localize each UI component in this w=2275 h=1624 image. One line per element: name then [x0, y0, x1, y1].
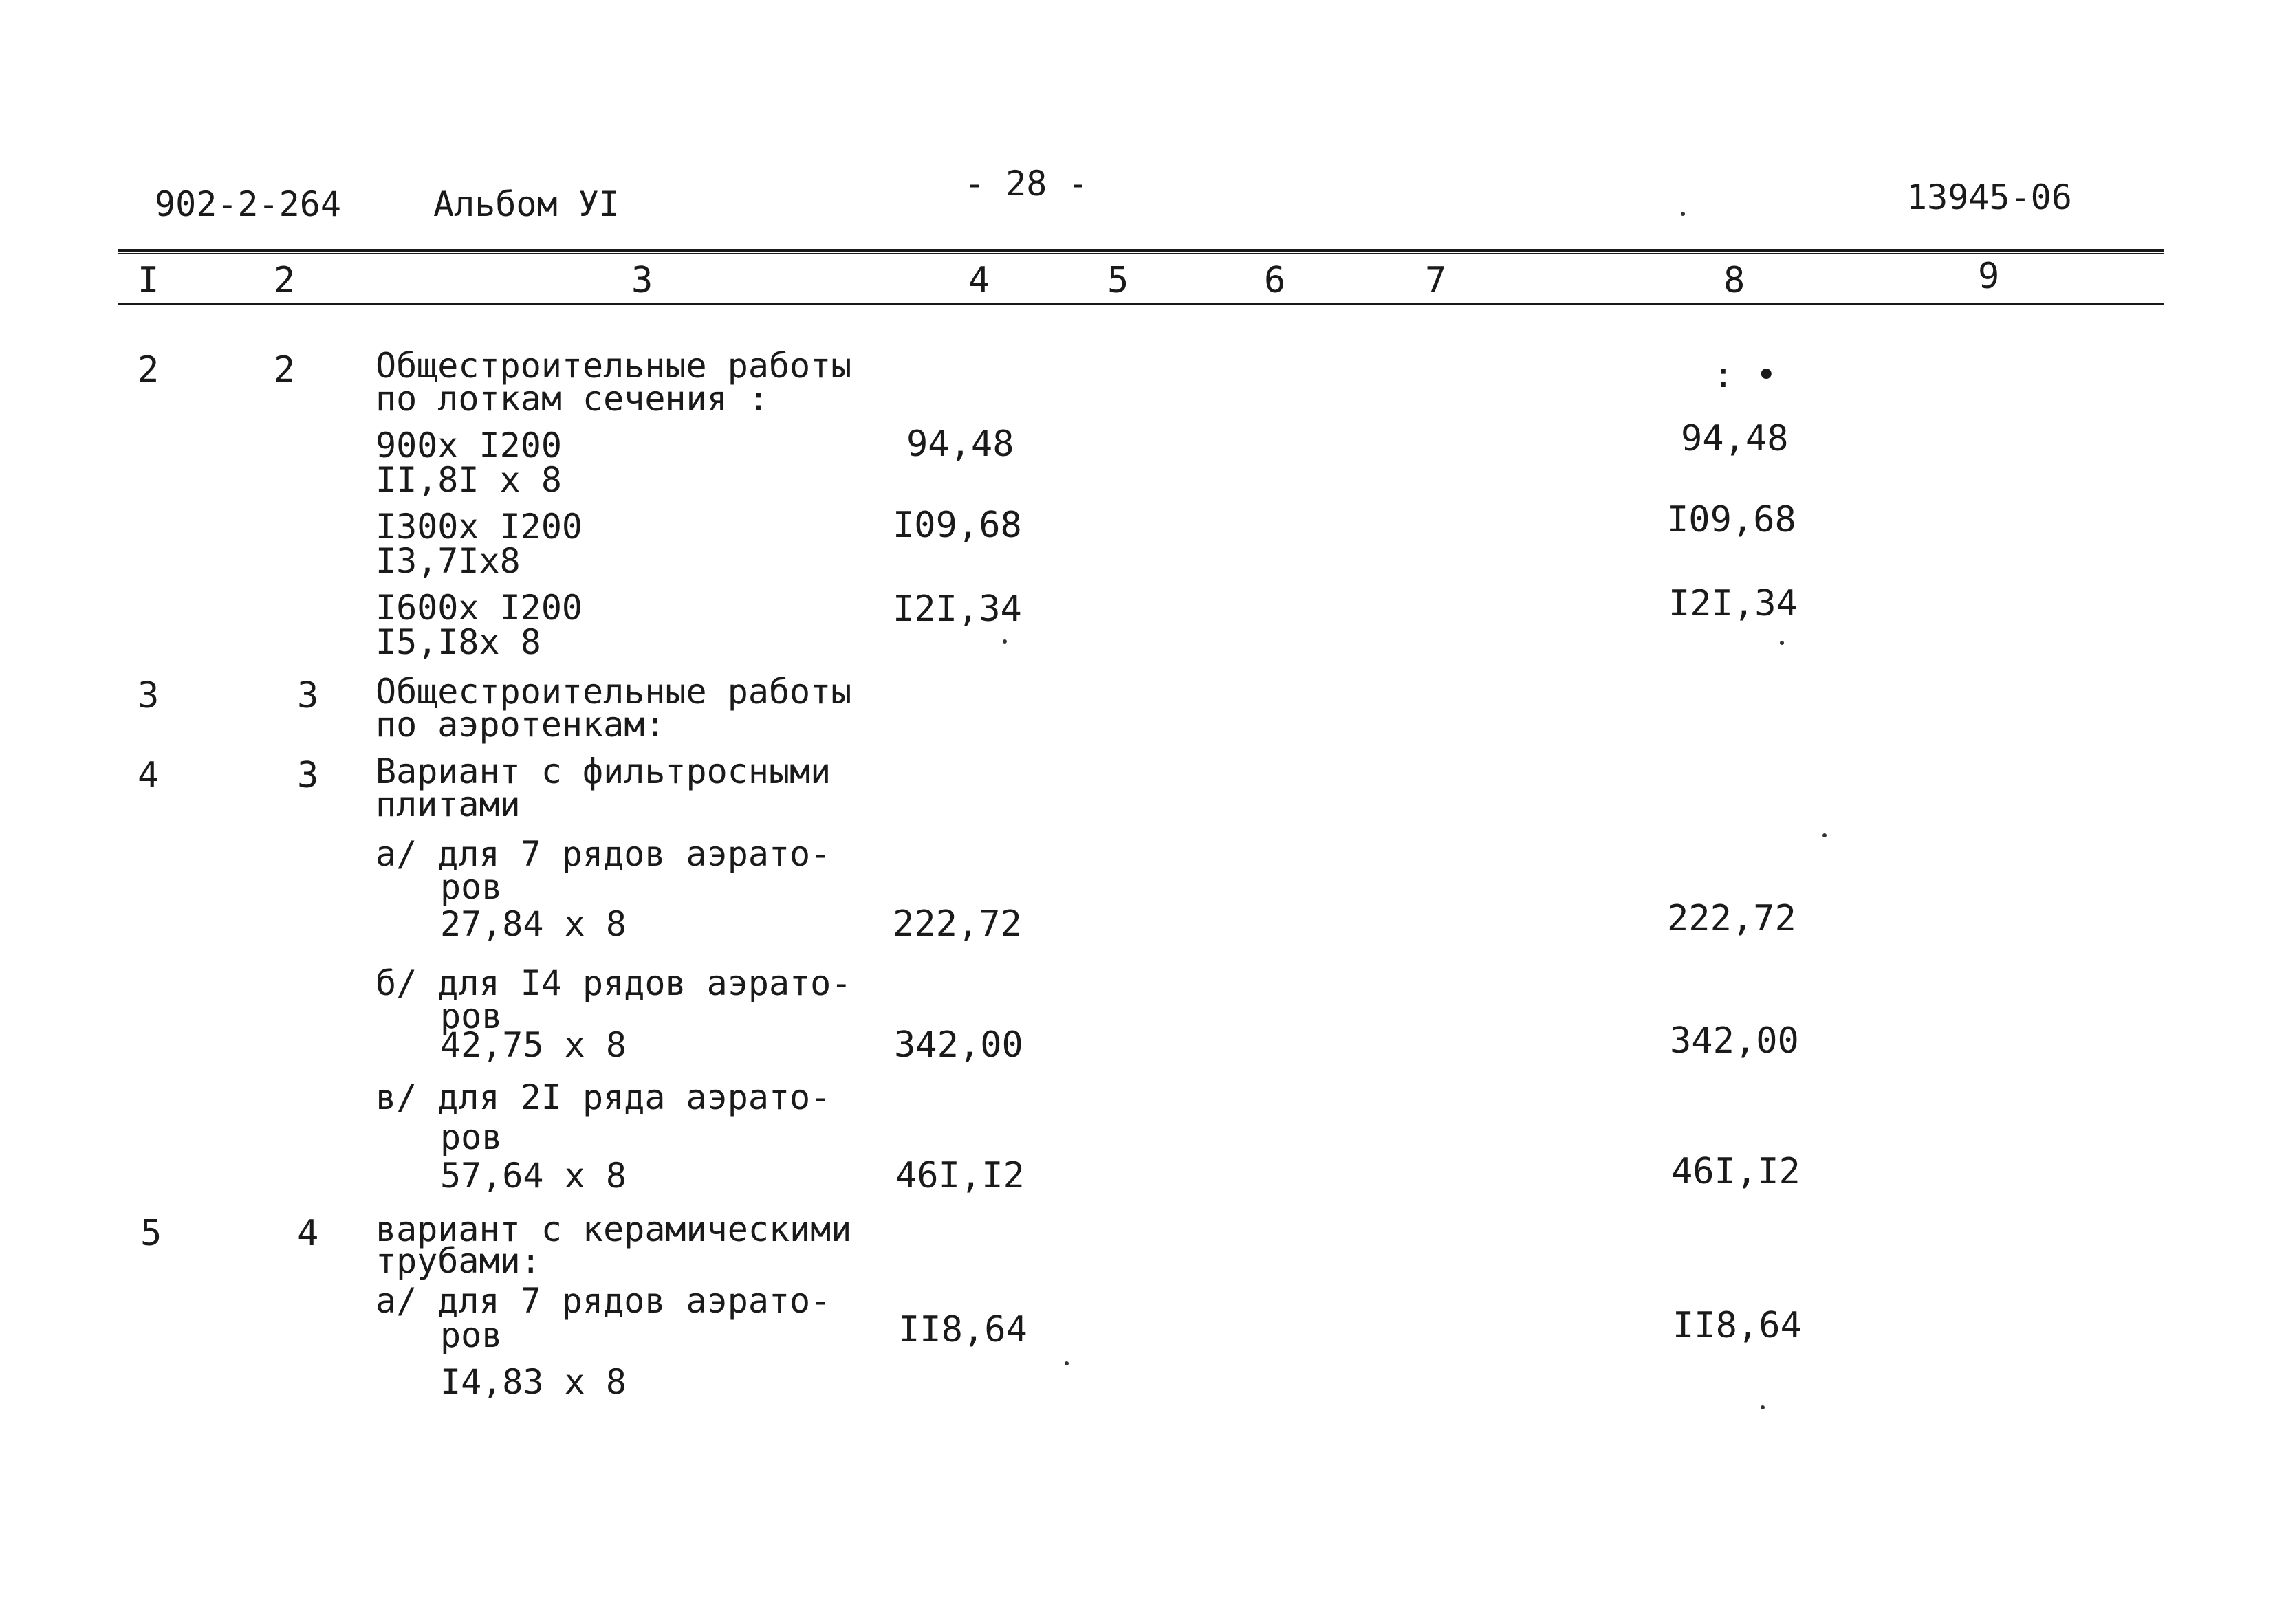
column-header-1: I	[138, 260, 160, 301]
item-line-1: а/ для 7 рядов аэрато-	[375, 834, 831, 874]
item-line-2: I5,I8x 8	[375, 622, 541, 662]
value-col-8: 46I,I2	[1671, 1151, 1800, 1192]
row-position: 2	[274, 349, 296, 391]
item-line-1: I300x I200	[375, 507, 583, 547]
item-line-2: I3,7Ix8	[375, 541, 521, 581]
item-line-2: ров	[440, 1117, 503, 1157]
table-top-rule	[118, 249, 2164, 252]
section-title-line-1: Общестроительные работы	[375, 672, 852, 712]
row-number: 5	[140, 1213, 162, 1254]
item-line-1: б/ для I4 рядов аэрато-	[375, 963, 852, 1003]
column-header-5: 5	[1107, 260, 1129, 301]
item-line-2: ров	[440, 996, 503, 1036]
item-line-3: 42,75 x 8	[440, 1025, 627, 1065]
value-col-4: 342,00	[894, 1024, 1023, 1066]
scan-speck	[1780, 641, 1784, 645]
item-line-2: II,8I x 8	[375, 460, 562, 500]
column-header-3: 3	[631, 260, 653, 301]
scan-speck	[1822, 833, 1827, 837]
section-title-line-1: вариант с керамическими	[375, 1209, 852, 1249]
value-col-4: I2I,34	[893, 589, 1022, 630]
item-line-3: 57,64 x 8	[440, 1156, 627, 1196]
item-line-1: I600x I200	[375, 588, 583, 628]
column-header-4: 4	[968, 260, 990, 301]
scan-speck	[1065, 1361, 1069, 1365]
value-col-4: II8,64	[898, 1309, 1027, 1350]
value-col-4: 46I,I2	[895, 1155, 1025, 1196]
value-col-8: 342,00	[1670, 1020, 1799, 1062]
scan-speck	[1003, 639, 1007, 644]
value-col-8: I2I,34	[1668, 583, 1798, 624]
item-line-1: 900x I200	[375, 426, 562, 465]
document-code: 902-2-264	[155, 184, 341, 224]
section-title-line-2: трубами:	[375, 1241, 541, 1281]
value-col-4: I09,68	[893, 505, 1022, 546]
row-number: 4	[138, 755, 160, 796]
value-col-8: 94,48	[1681, 418, 1789, 459]
item-line-1: в/ для 2I ряда аэрато-	[375, 1077, 831, 1117]
row-position: 3	[297, 755, 319, 796]
column-header-9: 9	[1978, 256, 2000, 297]
item-line-1: а/ для 7 рядов аэрато-	[375, 1281, 831, 1321]
column-header-6: 6	[1264, 260, 1286, 301]
section-title-line-2: плитами	[375, 784, 521, 824]
item-line-2: ров	[440, 867, 503, 907]
column-header-7: 7	[1425, 260, 1447, 301]
row-position: 3	[297, 675, 319, 716]
row-number: 2	[138, 349, 160, 391]
value-col-8: I09,68	[1667, 499, 1796, 540]
table-header-bottom-rule	[118, 303, 2164, 305]
column-header-8: 8	[1723, 260, 1745, 301]
row-number: 3	[138, 675, 160, 716]
album-label: Альбом УI	[433, 184, 620, 224]
table-top-rule-inner	[118, 253, 2164, 254]
section-title-line-1: Общестроительные работы	[375, 346, 852, 386]
row-position: 4	[297, 1213, 319, 1254]
item-line-2: ров	[440, 1315, 503, 1355]
column-8-mark: : •	[1712, 355, 1777, 396]
column-header-2: 2	[274, 260, 296, 301]
section-title-line-1: Вариант с фильтросными	[375, 751, 831, 791]
sheet-code: 13945-06	[1906, 177, 2072, 217]
scan-speck	[1681, 212, 1685, 216]
item-line-3: 27,84 x 8	[440, 904, 627, 944]
scan-speck	[1761, 1405, 1765, 1409]
value-col-4: 94,48	[906, 424, 1014, 465]
page-number: - 28 -	[964, 164, 1089, 204]
item-line-3: I4,83 x 8	[440, 1362, 627, 1402]
value-col-4: 222,72	[893, 903, 1022, 945]
value-col-8: II8,64	[1673, 1305, 1802, 1346]
section-title-line-2: по лоткам сечения :	[375, 379, 769, 419]
value-col-8: 222,72	[1667, 898, 1796, 939]
section-title-line-2: по аэротенкам:	[375, 705, 666, 745]
